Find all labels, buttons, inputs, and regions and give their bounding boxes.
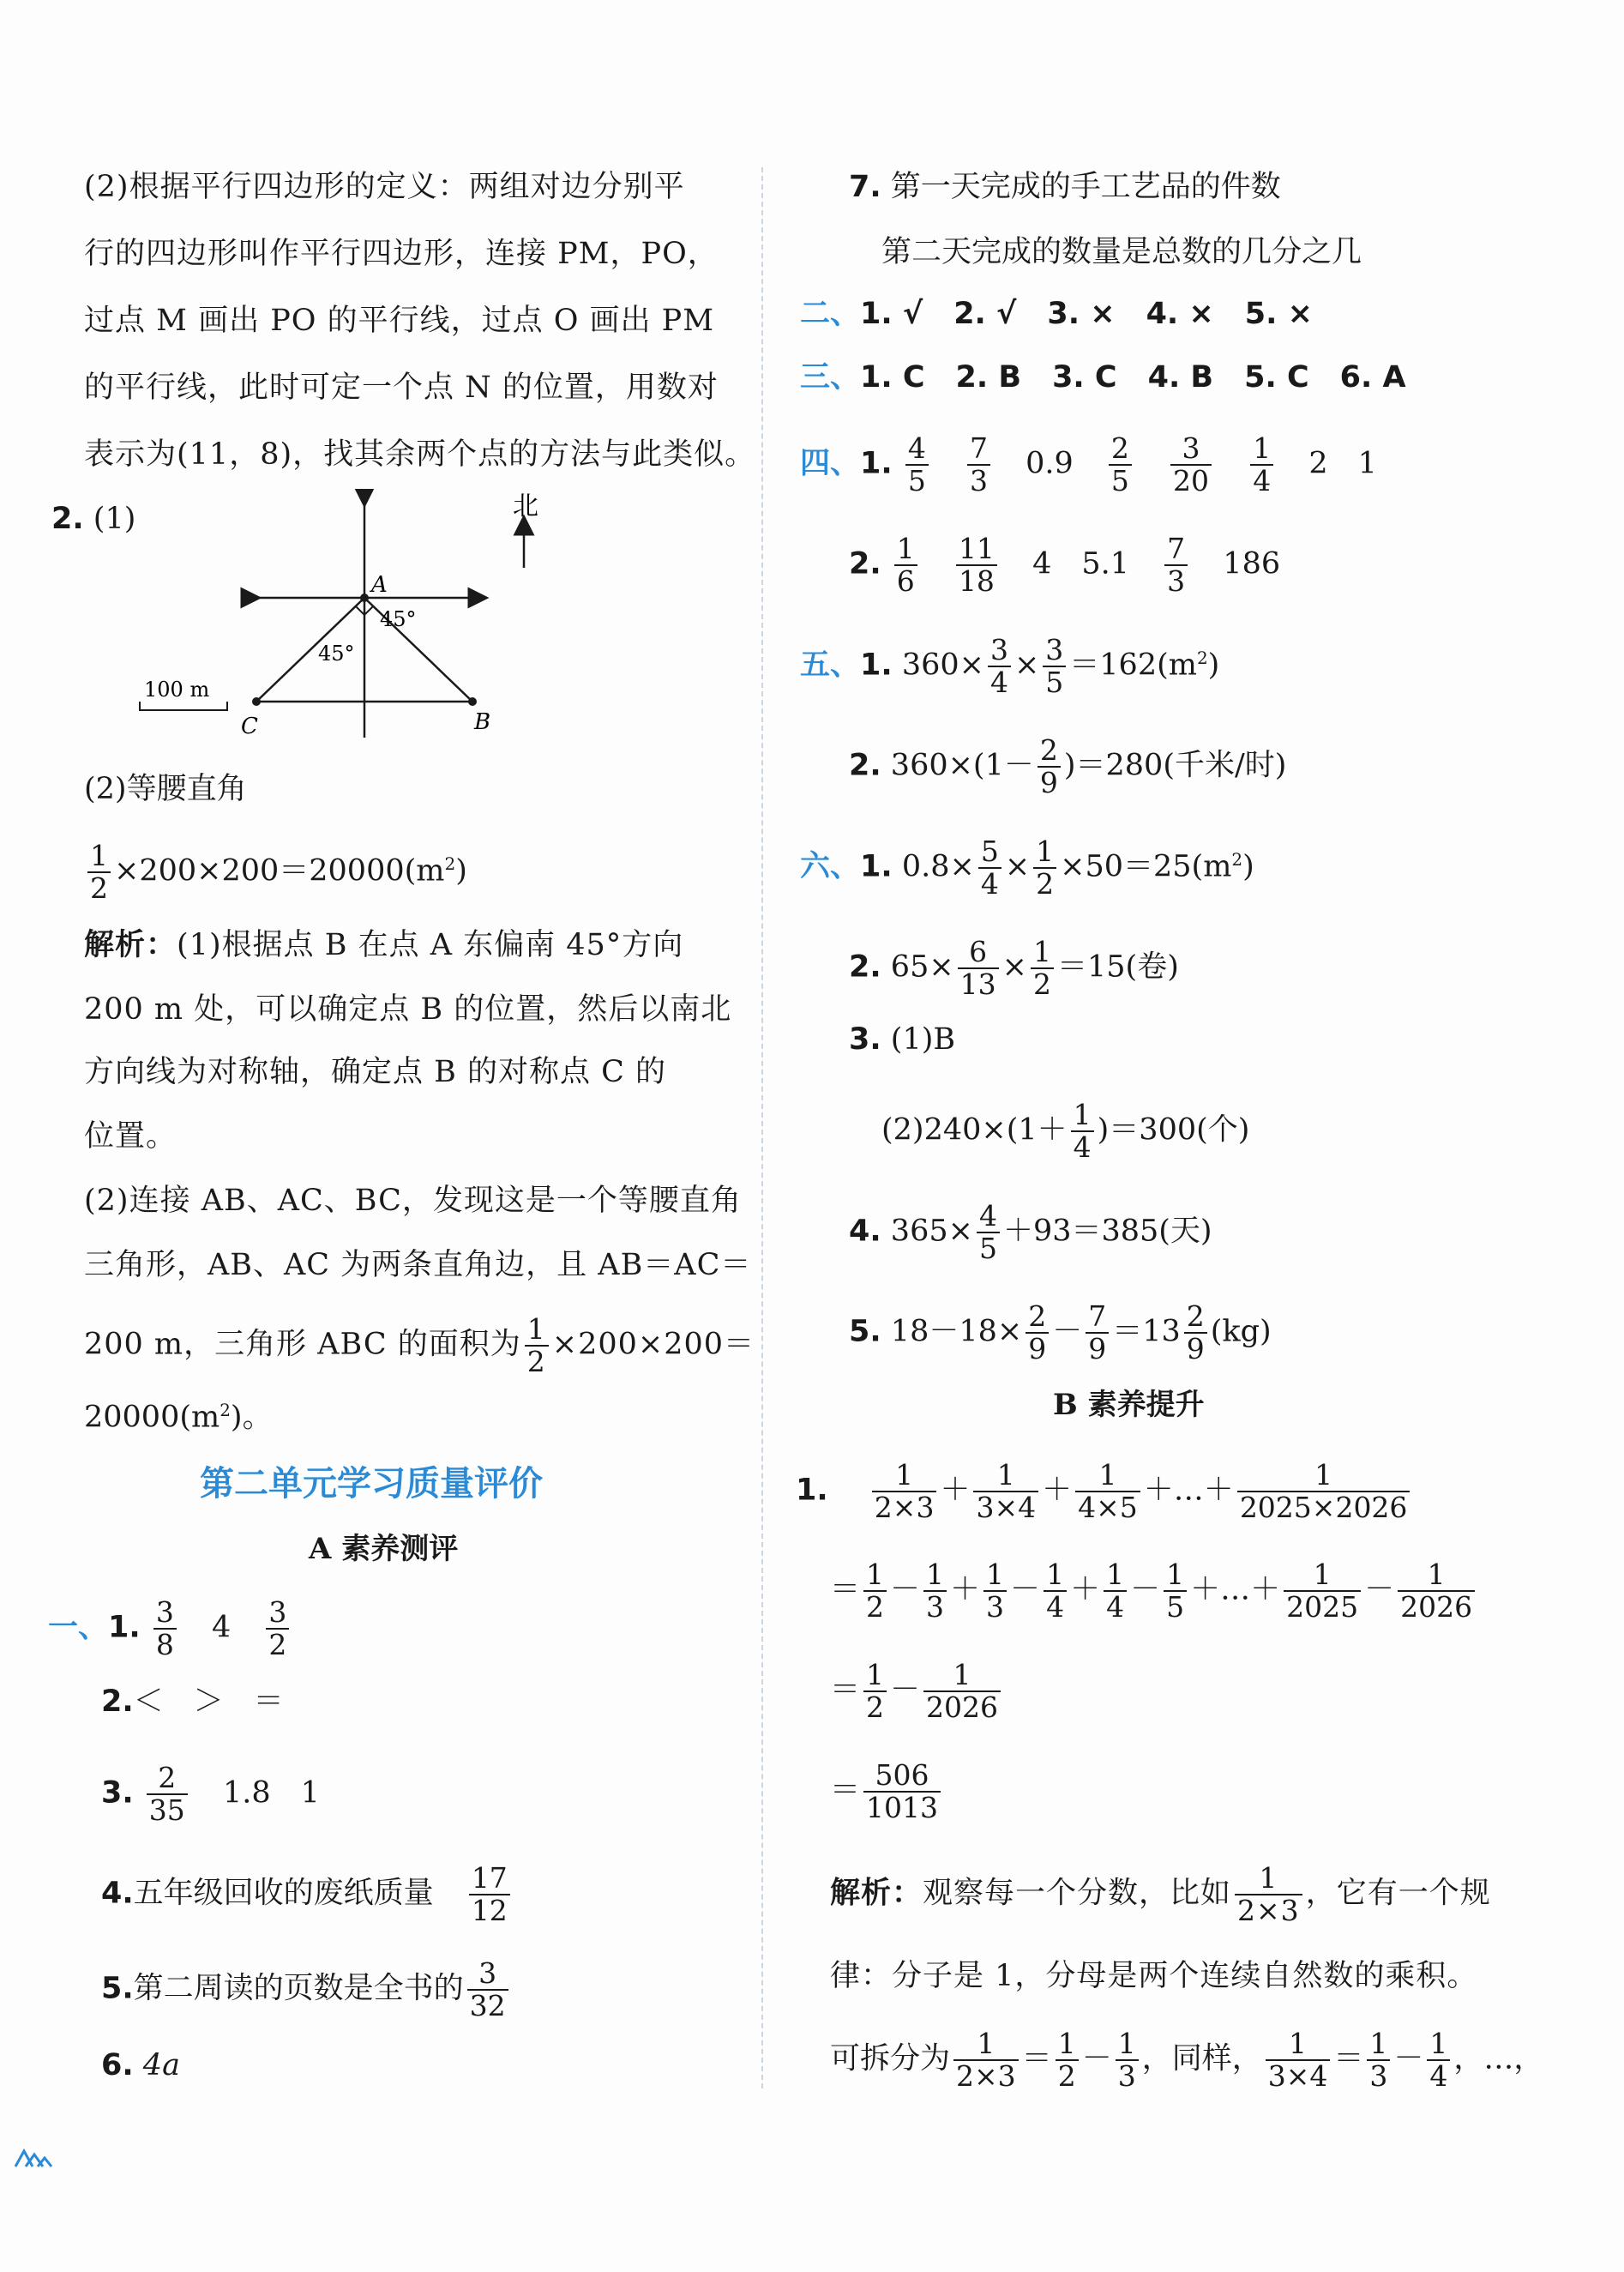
fraction: $\frac{2}{9}$ (1184, 1301, 1207, 1365)
section-label: 四、 (800, 446, 861, 481)
fraction: $\frac{1}{4\times 5}$ (1075, 1460, 1140, 1523)
fraction: $\frac{1}{2026}$ (923, 1660, 1001, 1723)
fraction: $\frac{1}{5}$ (1164, 1559, 1187, 1623)
answer-row: 五、1. 360× $\frac{3}{4}$ × $\frac{3}{5}$ $=162(m^2)$ (800, 633, 1220, 699)
answer-row: 7. 第一天完成的手工艺品的件数 (849, 170, 1281, 204)
answer-row: 4.五年级回收的废纸质量 $\frac{17}{12}$ (101, 1863, 514, 1926)
fraction: $\frac{1}{3\times 4}$ (1266, 2028, 1331, 2092)
math-line: ＝ $\frac{506}{1013}$ (830, 1760, 944, 1823)
fraction: $\frac{1}{4}$ (1071, 1100, 1094, 1163)
answer-row: 4. 365× $\frac{4}{5}$ ＋93＝385(天) (849, 1199, 1212, 1265)
fraction: $\frac{4}{5}$ (977, 1201, 1000, 1264)
fraction: $\frac{1}{3}$ (983, 1559, 1007, 1623)
fraction: $\frac{1}{2}$ (863, 1559, 887, 1623)
fraction: $\frac{3}{20}$ (1170, 433, 1212, 497)
sub-question-answer: (2)等腰直角 (84, 772, 247, 806)
section-label: 二、 (800, 297, 861, 331)
para-line: (2)根据平行四边形的定义：两组对边分别平 (84, 170, 685, 204)
section-label: 六、 (800, 849, 861, 884)
answer-row: 5. 18－18× $\frac{2}{9}$ － $\frac{7}{9}$ ＝13 $\frac{2}{9}$ (kg) (849, 1299, 1272, 1365)
fraction: $\frac{3}{2}$ (266, 1597, 289, 1660)
analysis-label: 解析： (830, 1875, 923, 1911)
analysis-line: 方向线为对称轴，确定点 B 的对称点 C 的 (84, 1055, 667, 1089)
fraction: $\frac{1}{4}$ (1250, 433, 1273, 497)
analysis-line: 解析：(1)根据点 B 在点 A 东偏南 45°方向 (84, 927, 684, 962)
section-label: 五、 (800, 648, 861, 683)
label-a: A (371, 572, 388, 598)
para-line: 过点 M 画出 PO 的平行线，过点 O 画出 PM (84, 304, 715, 338)
fraction: $\frac{2}{9}$ (1026, 1301, 1049, 1365)
fraction: $\frac{1}{2}$ (525, 1314, 549, 1377)
fraction: $\frac{7}{3}$ (1164, 533, 1188, 597)
sub-question-label: (1) (93, 502, 136, 536)
analysis-line: 律：分子是 1，分母是两个连续自然数的乘积。 (830, 1959, 1478, 1993)
answer-row: 2.＜ ＞ ＝ (101, 1684, 284, 1719)
math-line: ＝ $\frac{1}{2}$ － $\frac{1}{3}$ ＋ $\frac{1}{3}$ － $\frac{1}{4}$ ＋ $\frac{1}{4}$ － $\frac{1}{5}$ ＋…＋ $\frac{1}{2025}$ － $\frac{1}{2026}$ (830, 1559, 1478, 1623)
fraction: $\frac{1}{2\times 3}$ (1235, 1863, 1302, 1926)
fraction: $\frac{2}{9}$ (1038, 735, 1061, 799)
fraction: $\frac{11}{18}$ (956, 533, 997, 597)
page-corner-icon (12, 2144, 72, 2176)
label-b: B (474, 709, 491, 735)
fraction: $\frac{7}{3}$ (967, 433, 990, 497)
fraction: $\frac{1}{2}$ (1056, 2028, 1079, 2092)
fraction: $\frac{6}{13}$ (958, 937, 999, 1000)
fraction: $\frac{1}{6}$ (894, 533, 917, 597)
fraction: $\frac{1}{2}$ (87, 841, 111, 904)
fraction: $\frac{5}{4}$ (978, 836, 1001, 900)
analysis-line: 位置。 (84, 1119, 177, 1154)
answer-row: 三、1. C 2. B 3. C 4. B 5. C 6. A (800, 360, 1406, 395)
para-line: 的平行线，此时可定一个点 N 的位置，用数对 (84, 371, 719, 405)
answer-row: 四、1. $\frac{4}{5}$ $\frac{7}{3}$ 0.9 $\frac{2}{5}$ $\frac{3}{20}$ $\frac{1}{4}$ 2 1 (800, 431, 1377, 497)
point-b (468, 697, 477, 706)
question-number: 2. (51, 502, 84, 536)
fraction: $\frac{1}{2}$ (863, 1660, 887, 1723)
fraction: $\frac{4}{5}$ (905, 433, 929, 497)
answer-row: 一、1. $\frac{3}{8}$ 4 $\frac{3}{2}$ (48, 1597, 292, 1660)
math-line: 1. $\frac{1}{2\times 3}$ ＋ $\frac{1}{3\times 4}$ ＋ $\frac{1}{4\times 5}$ ＋…＋ $\frac{1}{2025\times 2026}$ (796, 1460, 1413, 1523)
fraction: $\frac{2}{5}$ (1109, 433, 1132, 497)
fraction: $\frac{1}{2\times 3}$ (953, 2028, 1019, 2092)
column-divider (761, 167, 763, 2088)
fraction: $\frac{1}{2025}$ (1284, 1559, 1361, 1623)
fraction: $\frac{1}{2025\times 2026}$ (1237, 1460, 1410, 1523)
analysis-label: 解析： (84, 927, 177, 962)
fraction: $\frac{1}{3}$ (1367, 2028, 1390, 2092)
section-heading: B 素养提升 (1053, 1388, 1205, 1422)
answer-row: 六、1. 0.8× $\frac{5}{4}$ × $\frac{1}{2}$ $\times 50=25(m^2)$ (800, 835, 1254, 901)
fraction: $\frac{1}{3}$ (923, 1559, 947, 1623)
answer-row: 第二天完成的数量是总数的几分之几 (881, 235, 1362, 269)
fraction: $\frac{7}{9}$ (1086, 1301, 1109, 1365)
fraction: $\frac{1}{4}$ (1427, 2028, 1450, 2092)
fraction: $\frac{3}{4}$ (988, 635, 1011, 698)
point-a (360, 594, 369, 602)
answer-row: (2)240×(1＋ $\frac{1}{4}$ )＝300(个) (881, 1098, 1250, 1164)
scale-bar (140, 702, 227, 710)
fraction: $\frac{1}{2\times 3}$ (872, 1460, 937, 1523)
fraction: $\frac{3}{8}$ (153, 1597, 177, 1660)
analysis-line: 解析：观察每一个分数，比如 $\frac{1}{2\times 3}$ ，它有一个规 (830, 1861, 1491, 1927)
fraction: $\frac{2}{35}$ (147, 1763, 188, 1826)
answer-row: 3. (1)B (849, 1022, 956, 1057)
fraction: $\frac{1}{2}$ (1033, 836, 1056, 900)
fraction: $\frac{1}{4}$ (1104, 1559, 1127, 1623)
fraction: $\frac{3}{5}$ (1043, 635, 1066, 698)
angle-label: 45° (318, 642, 355, 666)
area-equation: $\frac{1}{2}$ $\times 200\times 200=20000(m^2)$ (84, 841, 467, 904)
answer-row: 6. 4a (101, 2048, 180, 2082)
analysis-line: 可拆分为 $\frac{1}{2\times 3}$ ＝ $\frac{1}{2}$ － $\frac{1}{3}$ ，同样， $\frac{1}{3\times 4}$ ＝ $\frac{1}{3}$ － $\frac{1}{4}$ ，…， (830, 2027, 1544, 2093)
para-line: 行的四边形叫作平行四边形，连接 PM，PO， (84, 237, 719, 271)
fraction: $\frac{1}{3\times 4}$ (973, 1460, 1038, 1523)
analysis-line: 三角形，AB、AC 为两条直角边，且 AB＝AC＝ (84, 1248, 752, 1282)
answer-row: 5.第二周读的页数是全书的 $\frac{3}{32}$ (101, 1958, 512, 2022)
answer-row: 3. $\frac{2}{35}$ 1.8 1 (101, 1761, 320, 1827)
unit-title: 第二单元学习质量评价 (200, 1464, 543, 1504)
analysis-line: 200 m 处，可以确定点 B 的位置，然后以南北 (84, 992, 732, 1027)
label-c: C (241, 714, 258, 739)
section-label: 三、 (800, 360, 861, 395)
answer-row: 2. $\frac{1}{6}$ $\frac{11}{18}$ 4 5.1 $\frac{7}{3}$ 186 (849, 532, 1281, 598)
angle-label: 45° (380, 607, 417, 631)
math-line: ＝ $\frac{1}{2}$ － $\frac{1}{2026}$ (830, 1660, 1004, 1723)
fraction: $\frac{1}{2}$ (1031, 937, 1054, 1000)
answer-row: 2. 65× $\frac{6}{13}$ × $\frac{1}{2}$ ＝15(卷) (849, 935, 1179, 1001)
analysis-line: (2)连接 AB、AC、BC，发现这是一个等腰直角 (84, 1184, 742, 1218)
fraction: $\frac{3}{32}$ (467, 1958, 508, 2022)
north-label: 北 (513, 491, 538, 521)
answer-row: 二、1. √ 2. √ 3. × 4. × 5. × (800, 297, 1313, 331)
fraction: $\frac{17}{12}$ (469, 1863, 510, 1926)
point-c (252, 697, 261, 706)
fraction: $\frac{1}{4}$ (1044, 1559, 1067, 1623)
section-label: 一、 (48, 1610, 109, 1645)
analysis-line: 200 m，三角形 ABC 的面积为 $\frac{1}{2}$ ×200×200＝ (84, 1312, 755, 1378)
scale-label: 100 m (144, 678, 210, 702)
section-heading: A 素养测评 (309, 1532, 459, 1566)
para-line: 表示为(11，8)，找其余两个点的方法与此类似。 (84, 437, 756, 472)
fraction: $\frac{1}{2026}$ (1398, 1559, 1475, 1623)
analysis-line: $20000(m^2)$。 (84, 1400, 273, 1435)
answer-row: 2. 360×(1－ $\frac{2}{9}$ )＝280(千米/时) (849, 733, 1287, 799)
fraction: $\frac{506}{1013}$ (863, 1760, 941, 1823)
fraction: $\frac{1}{3}$ (1116, 2028, 1139, 2092)
geometry-figure (123, 489, 568, 755)
